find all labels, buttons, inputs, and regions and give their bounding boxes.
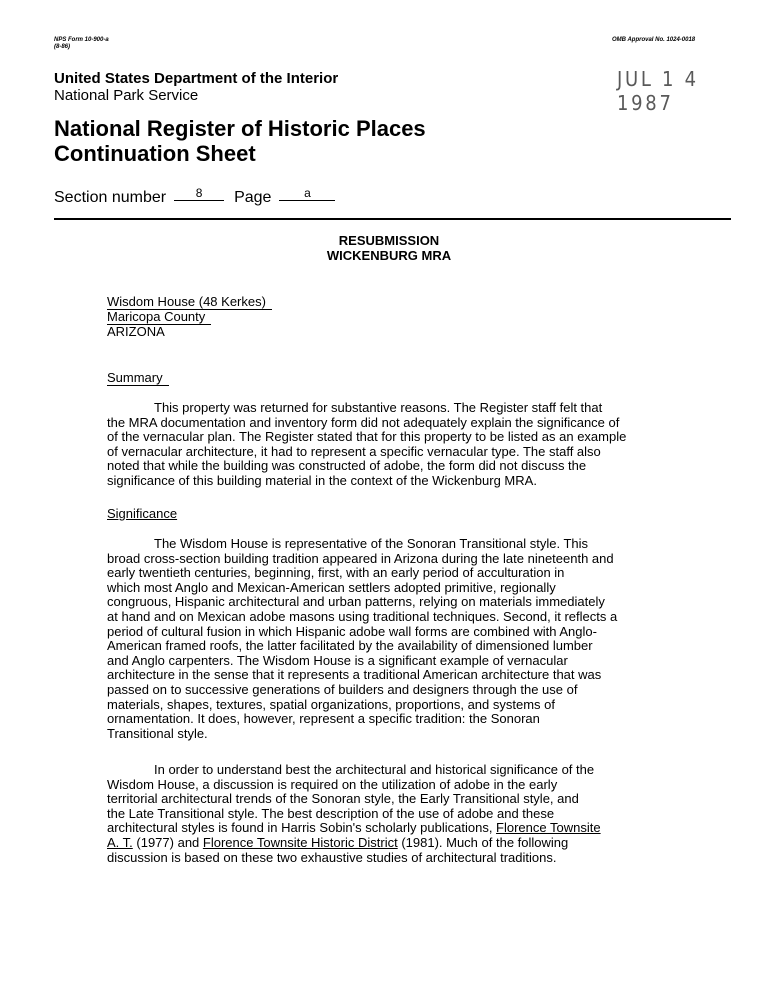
text-line: the Late Transitional style. The best description of the use of adobe and these [107, 805, 555, 821]
received-date-stamp: JUL 1 4 1987 [617, 67, 699, 115]
form-identifier [54, 37, 109, 51]
text-line: period of cultural fusion in which Hispanic adobe wall forms are combined with Anglo- [107, 623, 597, 639]
property-county: Maricopa County [107, 310, 211, 325]
section-page-line [54, 186, 335, 207]
text-line: which most Anglo and Mexican-American settlers adopted primitive, regionally [107, 579, 556, 595]
reference-title: A. T. [107, 834, 133, 850]
reference-title: Florence Townsite Historic District [202, 834, 398, 850]
property-state: ARIZONA [107, 324, 165, 339]
text-line: the MRA documentation and inventory form did not adequately explain the significance of [107, 414, 620, 430]
mra-heading: WICKENBURG MRA [326, 248, 452, 263]
text-line: architectural styles is found in Harris Sobin's scholarly publications, Florence Townsite [107, 820, 601, 836]
text-line: The Wisdom House is representative of the Sonoran Transitional style. This [154, 536, 589, 551]
text-line: discussion is based on these two exhaustive studies of architectural traditions. [107, 849, 557, 865]
text-line: Transitional style. [107, 725, 208, 741]
text-line: and Anglo carpenters. The Wisdom House is a significant example of vernacular [107, 652, 568, 668]
page-label: Page [234, 189, 272, 206]
section-label: Section number [54, 189, 167, 206]
text-line: noted that while the building was constructed of adobe, the form did not discuss the [107, 458, 587, 474]
department-name: United States Department of the Interior [54, 70, 339, 87]
text-line: of vernacular architecture, it had to represent a specific vernacular type. The staff also [107, 443, 601, 459]
omb-approval: OMB Approval No. 1024-0018 [612, 37, 696, 43]
text-line: A. T. (1977) and Florence Townsite Historic District (1981). Much of the following [107, 834, 569, 850]
text-line: congruous, Hispanic architectural and urban patterns, relying on materials immediately [107, 594, 605, 610]
text-line: American framed roofs, the latter facilitated by the availability of dimensioned lumber [107, 638, 593, 654]
form-number: NPS Form 10-900-a [54, 37, 109, 43]
significance-heading: Significance [107, 506, 178, 521]
text-line: This property was returned for substantive reasons. The Register staff felt that [154, 400, 603, 415]
significance-paragraph [107, 537, 672, 741]
summary-heading: Summary [107, 371, 169, 386]
reference-title: Florence Townsite [496, 820, 601, 836]
text-line: passed on to successive generations of builders and designers through the use of [107, 681, 578, 697]
section-number-field: 8 [174, 186, 224, 201]
page-number-field: a [279, 186, 335, 201]
text-line: territorial architectural trends of the Sonoran style, the Early Transitional style, and [107, 791, 579, 807]
form-date: (8-86) [54, 44, 71, 50]
form-subtitle: Continuation Sheet [54, 141, 256, 166]
text-line: at hand and on Mexican adobe masons using traditional techniques. Second, it reflects a [107, 608, 618, 624]
text-line: of the vernacular plan. The Register stated that for this property to be listed as an example [107, 429, 627, 445]
text-line: ornamentation. It does, however, represent a specific tradition: the Sonoran [107, 711, 540, 727]
text-line: architecture in the sense that it represents a traditional American architecture that was [107, 667, 602, 683]
summary-paragraph [107, 401, 672, 489]
agency-name: National Park Service [54, 87, 199, 104]
resubmission-heading: RESUBMISSION [338, 233, 440, 248]
header-divider [54, 218, 731, 220]
text-line: In order to understand best the architectural and historical significance of the [154, 762, 595, 777]
text-line: broad cross-section building tradition appeared in Arizona during the late nineteenth and [107, 550, 614, 566]
text-line: early twentieth centuries, beginning, first, with an early period of acculturation in [107, 565, 565, 581]
text-line: significance of this building material in the context of the Wickenburg MRA. [107, 472, 537, 488]
text-line: materials, shapes, textures, spatial organizations, proportions, and systems of [107, 696, 555, 712]
form-title: National Register of Historic Places [54, 116, 426, 141]
adobe-discussion-paragraph [107, 763, 672, 865]
property-name: Wisdom House (48 Kerkes) [107, 295, 272, 310]
text-line: Wisdom House, a discussion is required on the utilization of adobe in the early [107, 776, 558, 792]
